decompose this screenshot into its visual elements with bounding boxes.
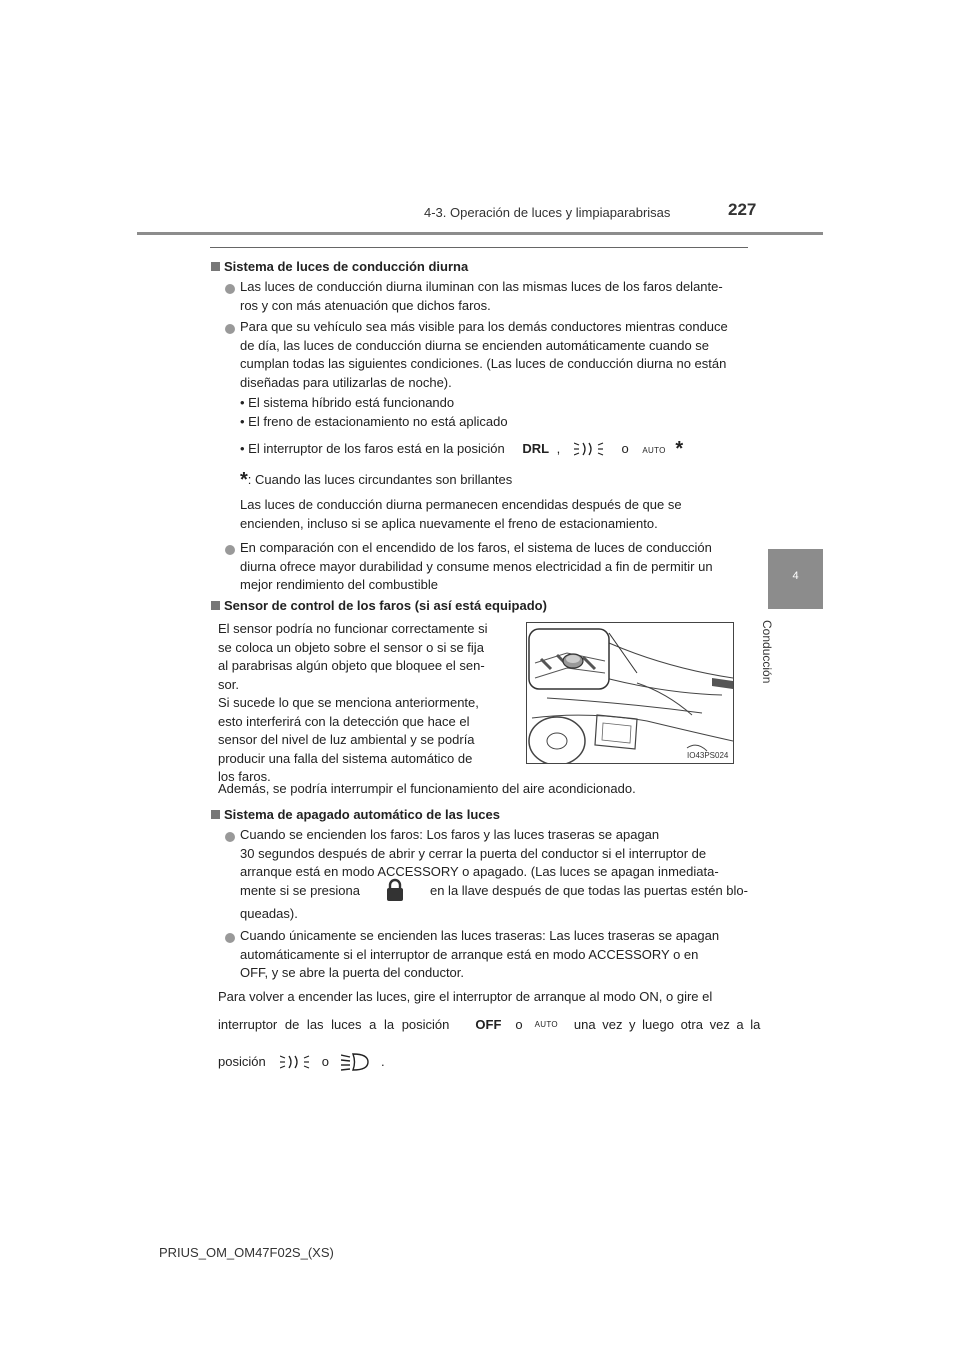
autooff-para-3: posición o . bbox=[218, 1051, 385, 1073]
drl-note: Las luces de conducción diurna permanecen encendidas después de que se encienden, incluso si se aplica nuevamente el freno de estacionamiento. bbox=[240, 497, 682, 531]
autooff-bullet-1-line5: queadas). bbox=[240, 906, 298, 921]
auto-icon: AUTO bbox=[642, 446, 666, 455]
header-rule bbox=[137, 232, 823, 235]
off-position-label: OFF bbox=[475, 1017, 502, 1032]
footer-code: PRIUS_OM_OM47F02S_(XS) bbox=[159, 1245, 334, 1260]
autooff-para-1: Para volver a encender las luces, gire el interruptor de arranque al modo ON, o gire el bbox=[218, 989, 713, 1004]
sensor-text: El sensor podría no funcionar correctamente si se coloca un objeto sobre el sensor o si se fija al parabrisas algún objeto que bloquee el sen- sor. Si sucede lo que se menciona anteriormente, esto interferirá con la detección que hace el sensor del nivel de luz ambiental y se podría producir una falla del sistema automático de los faros. bbox=[218, 621, 488, 784]
sensor-heading: Sensor de control de los faros (si así está equipado) bbox=[211, 597, 547, 616]
autooff-bullet-2: Cuando únicamente se encienden las luces traseras: Las luces traseras se apagan automáticamente si el interruptor de arranque está en modo ACCESSORY o en OFF, y se abre la puerta del conductor. bbox=[240, 928, 720, 980]
headlight-icon bbox=[341, 1051, 369, 1073]
drl-position-label: DRL bbox=[522, 441, 550, 456]
circle-bullet-icon bbox=[225, 284, 235, 294]
square-bullet-icon bbox=[211, 601, 220, 610]
low-beam-icon bbox=[280, 1052, 310, 1072]
footnote-asterisk: * bbox=[675, 438, 684, 460]
chapter-tab bbox=[768, 549, 823, 609]
chapter-label bbox=[760, 620, 786, 710]
sensor-text-last: Además, se podría interrumpir el funcionamiento del aire acondicionado. bbox=[218, 781, 636, 796]
drl-condition-3: • El interruptor de los faros está en la posición DRL , o AUTO * bbox=[240, 438, 684, 460]
low-beam-icon bbox=[574, 440, 604, 458]
drl-bullet-2: Para que su vehículo sea más visible para los demás conductores mientras conduce de día, las luces de conducción diurna se encienden automáticamente cuando se cumplan todas las siguientes condiciones. (Las luces de conducción diurna no están diseñadas para utilizarlas de noche). bbox=[240, 319, 728, 390]
circle-bullet-icon bbox=[225, 324, 235, 334]
autooff-bullet-1: Cuando se encienden los faros: Los faros y las luces traseras se apagan 30 segundos después de abrir y cerrar la puerta del conductor si el interruptor de arranque está en modo ACCESSORY o apagado. (Las luces se apagan inmediata- bbox=[240, 827, 719, 879]
drl-bullet-1: Las luces de conducción diurna iluminan con las mismas luces de los faros delante- ros y con más atenuación que dichos faros. bbox=[240, 279, 723, 313]
auto-icon: AUTO bbox=[534, 1020, 558, 1029]
autooff-bullet-1-line4: mente si se presiona en la llave después de que todas las puertas estén blo- bbox=[240, 882, 748, 902]
circle-bullet-icon bbox=[225, 933, 235, 943]
circle-bullet-icon bbox=[225, 832, 235, 842]
square-bullet-icon bbox=[211, 262, 220, 271]
drl-heading: Sistema de luces de conducción diurna bbox=[211, 258, 468, 277]
autooff-para-2: interruptor de las luces a la posición OFF o AUTO una vez y luego otra vez a la bbox=[218, 1016, 748, 1035]
drl-footnote: *: Cuando las luces circundantes son brillantes bbox=[240, 469, 513, 491]
dashboard-illustration bbox=[527, 623, 733, 763]
circle-bullet-icon bbox=[225, 545, 235, 555]
drl-bullet-3: En comparación con el encendido de los faros, el sistema de luces de conducción diurna ofrece mayor durabilidad y consume menos electricidad a fin de permitir un mejor rendimiento del combustible bbox=[240, 540, 713, 592]
chapter-label-text: Conducción bbox=[760, 620, 774, 684]
page-number: 227 bbox=[728, 200, 757, 219]
figure-code: IO43PS024 bbox=[687, 751, 729, 760]
sensor-figure bbox=[526, 622, 734, 764]
section-rule bbox=[210, 247, 748, 248]
autooff-heading: Sistema de apagado automático de las luces bbox=[211, 806, 500, 825]
lock-icon bbox=[385, 878, 405, 902]
section-title: 4-3. Operación de luces y limpiaparabrisas bbox=[424, 205, 671, 220]
chapter-number: 4 bbox=[792, 570, 799, 582]
square-bullet-icon bbox=[211, 810, 220, 819]
drl-conditions: • El sistema híbrido está funcionando • El freno de estacionamiento no está aplicado bbox=[240, 395, 508, 429]
